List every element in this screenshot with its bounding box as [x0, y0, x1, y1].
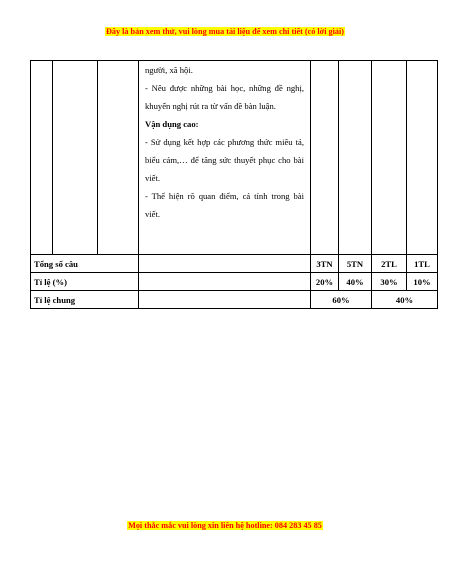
ratio-row: [31, 273, 438, 291]
ratio-value: 40%: [339, 273, 372, 291]
common-ratio-value: 40%: [372, 291, 438, 309]
empty-cell: [372, 61, 407, 255]
empty-cell: [311, 61, 339, 255]
preview-banner: [0, 27, 450, 36]
requirement-line: - Nêu được những bài học, những đề nghị, khuyến nghị rút ra từ vấn đề bàn luận.: [145, 83, 304, 111]
empty-cell: [31, 61, 53, 255]
requirement-heading: Vận dụng cao:: [145, 119, 199, 129]
total-value: 1TL: [407, 255, 438, 273]
total-value: 5TN: [339, 255, 372, 273]
hotline-banner-text: Mọi thắc mắc vui lòng xin liên hệ hotline: 084 283 45 85: [128, 521, 322, 530]
empty-cell: [339, 61, 372, 255]
ratio-value: 20%: [311, 273, 339, 291]
common-ratio-row: [31, 291, 438, 309]
empty-cell: [139, 291, 311, 309]
ratio-value: 30%: [372, 273, 407, 291]
exam-matrix-table: [30, 60, 438, 309]
empty-cell: [53, 61, 98, 255]
common-ratio-value: 60%: [311, 291, 372, 309]
empty-cell: [139, 255, 311, 273]
common-ratio-label: Tỉ lệ chung: [31, 291, 139, 309]
ratio-value: 10%: [407, 273, 438, 291]
requirement-line: người, xã hội.: [145, 65, 193, 75]
total-label: Tổng số câu: [31, 255, 139, 273]
requirement-line: - Sử dụng kết hợp các phương thức miêu tả, biểu cảm,… để tăng sức thuyết phục cho bài viết.: [145, 137, 304, 183]
empty-cell: [98, 61, 139, 255]
empty-cell: [139, 273, 311, 291]
hotline-banner: [0, 521, 450, 530]
requirement-line: - Thể hiện rõ quan điểm, cá tính trong bài viết.: [145, 191, 304, 219]
requirement-cell: [139, 61, 311, 255]
total-row: [31, 255, 438, 273]
total-value: 3TN: [311, 255, 339, 273]
content-row: [31, 61, 438, 255]
preview-banner-text: Đây là bản xem thử, vui lòng mua tài liệu để xem chi tiết (có lời giải): [105, 27, 344, 36]
ratio-label: Tỉ lệ (%): [31, 273, 139, 291]
total-value: 2TL: [372, 255, 407, 273]
empty-cell: [407, 61, 438, 255]
